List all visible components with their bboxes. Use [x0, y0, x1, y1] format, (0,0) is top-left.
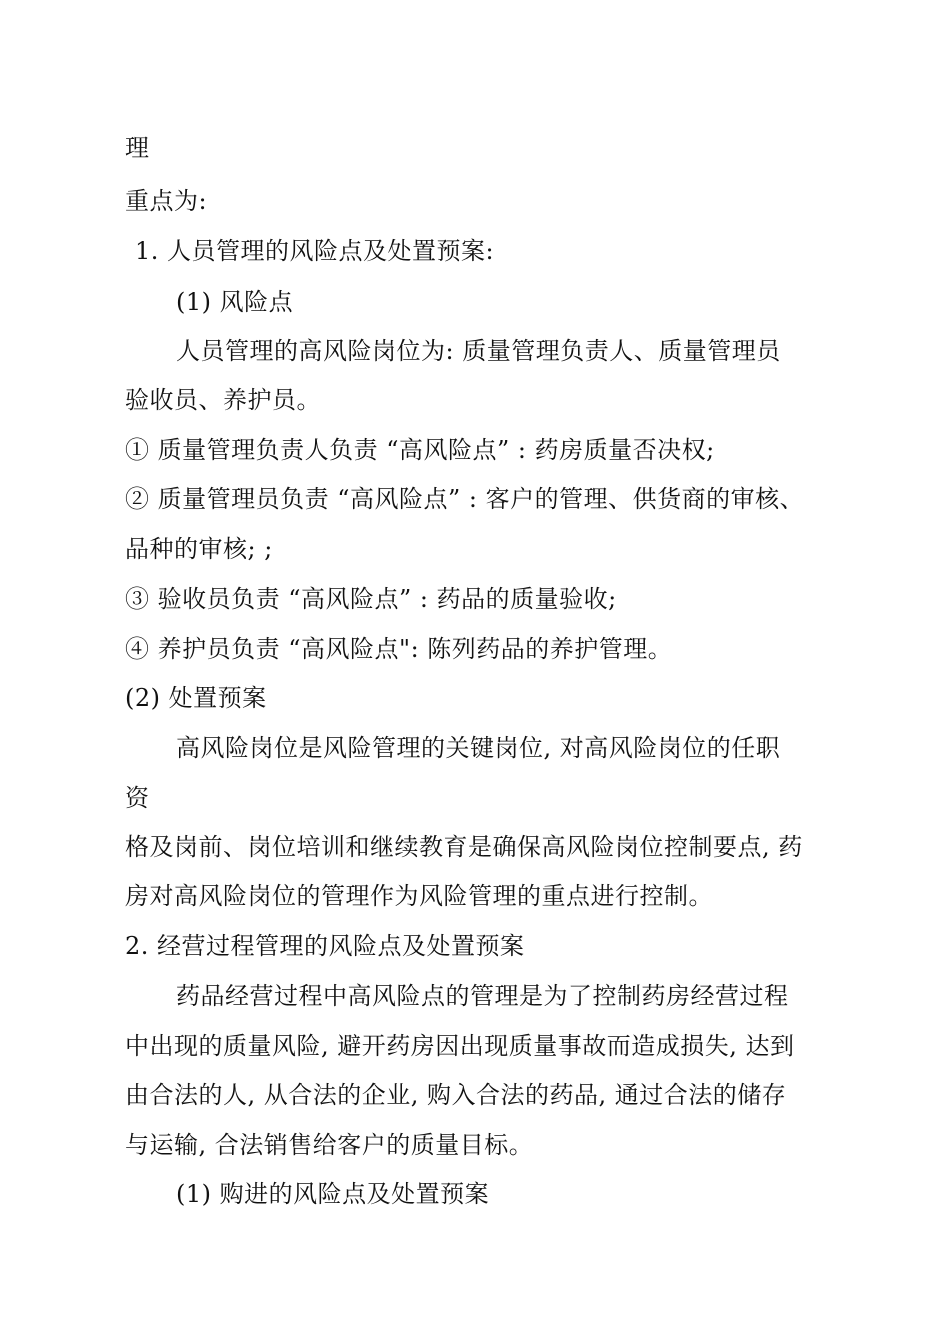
paragraph-line: 高风险岗位是风险管理的关键岗位, 对高风险岗位的任职 [176, 734, 781, 762]
section-heading: 1. 人员管理的风险点及处置预案: [135, 237, 495, 265]
paragraph-line: 房对高风险岗位的管理作为风险管理的重点进行控制。 [125, 882, 713, 910]
list-item: ④ 养护员负责 “高风险点": 陈列药品的养护管理。 [125, 635, 673, 663]
subsection-heading: (2) 处置预案 [125, 684, 267, 712]
paragraph-line: 格及岗前、岗位培训和继续教育是确保高风险岗位控制要点, 药 [125, 833, 803, 861]
list-item: ② 质量管理员负责 “高风险点” : 客户的管理、供货商的审核、 [125, 485, 805, 513]
paragraph-line: 人员管理的高风险岗位为: 质量管理负责人、质量管理员 [176, 337, 781, 365]
subsection-heading: (1) 风险点 [176, 288, 294, 316]
list-item: ① 质量管理负责人负责 “高风险点” : 药房质量否决权; [125, 436, 715, 464]
list-item-continuation: 品种的审核; ; [125, 535, 273, 563]
text-line: 理 [125, 134, 150, 162]
list-item: ③ 验收员负责 “高风险点” : 药品的质量验收; [125, 585, 617, 613]
paragraph-line: 药品经营过程中高风险点的管理是为了控制药房经营过程 [176, 982, 789, 1010]
paragraph-line: 中出现的质量风险, 避开药房因出现质量事故而造成损失, 达到 [125, 1032, 795, 1060]
subsection-heading: (1) 购进的风险点及处置预案 [176, 1180, 490, 1208]
paragraph-line: 资 [125, 784, 150, 812]
paragraph-line: 由合法的人, 从合法的企业, 购入合法的药品, 通过合法的储存 [125, 1081, 787, 1109]
text-line: 重点为: [125, 187, 208, 215]
paragraph-line: 验收员、养护员。 [125, 386, 321, 414]
paragraph-line: 与运输, 合法销售给客户的质量目标。 [125, 1131, 534, 1159]
section-heading: 2. 经营过程管理的风险点及处置预案 [125, 932, 525, 960]
